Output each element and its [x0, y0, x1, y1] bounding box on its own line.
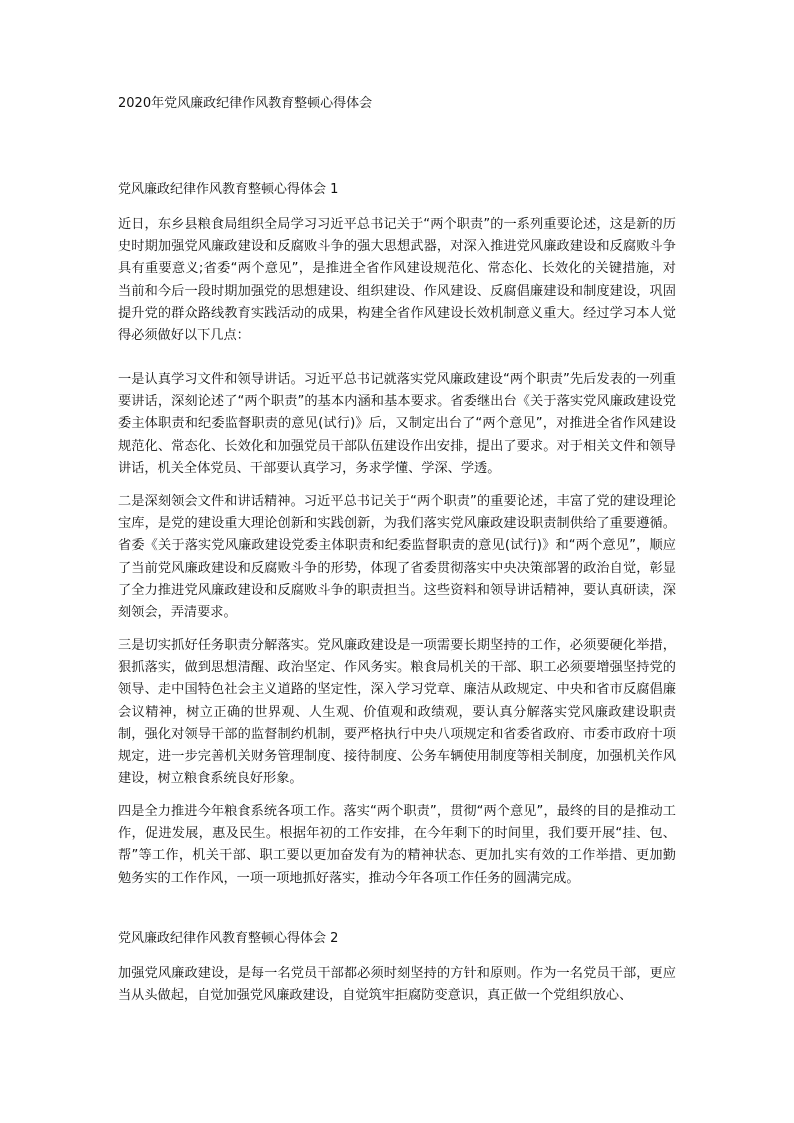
- paragraph: 一是认真学习文件和领导讲话。习近平总书记就落实党风廉政建设“两个职责”先后发表的一列重要讲话，深刻论述了“两个职责”的基本内涵和基本要求。省委继出台《关于落实党风廉政建设党委主体职责和纪委监督职责的意见(试行)》后，又制定出台了“两个意见”，对推进全省作风建设规范化、常态化、长效化和加强党员干部队伍建设作出安排，提出了要求。对于相关文件和领导讲话，机关全体党员、干部要认真学习，务求学懂、学深、学透。: [118, 372, 676, 476]
- paragraph: 加强党风廉政建设，是每一名党员干部都必须时刻坚持的方针和原则。作为一名党员干部，更应当从头做起，自觉加强党风廉政建设，自觉筑牢拒腐防变意识，真正做一个党组织放心、: [118, 966, 676, 1004]
- paragraph: 近日，东乡县粮食局组织全局学习习近平总书记关于“两个职责”的一系列重要论述，这是新的历史时期加强党风廉政建设和反腐败斗争的强大思想武器，对深入推进党风廉政建设和反腐败斗争具有重要意义;省委“两个意见”，是推进全省作风建设规范化、常态化、长效化的关键措施，对当前和今后一段时期加强党的思想建设、组织建设、作风建设、反腐倡廉建设和制度建设，巩固提升党的群众路线教育实践活动的成果，构建全省作风建设长效机制意义重大。经过学习本人觉得必须做好以下几点：: [118, 217, 676, 344]
- paragraph: 四是全力推进今年粮食系统各项工作。落实“两个职责”，贯彻“两个意见”，最终的目的是推动工作，促进发展，惠及民生。根据年初的工作安排，在今年剩下的时间里，我们要开展“挂、包、帮”等工作，机关干部、职工要以更加奋发有为的精神状态、更加扎实有效的工作举措、更加勤勉务实的工作作风，一项一项地抓好落实，推动今年各项工作任务的圆满完成。: [118, 804, 676, 886]
- paragraph: 三是切实抓好任务职责分解落实。党风廉政建设是一项需要长期坚持的工作，必须要硬化举措，狠抓落实，做到思想清醒、政治坚定、作风务实。粮食局机关的干部、职工必须要增强坚持党的领导、走中国特色社会主义道路的坚定性，深入学习党章、廉洁从政规定、中央和省市反腐倡廉会议精神，树立正确的世界观、人生观、价值观和政绩观，要认真分解落实党风廉政建设职责制，强化对领导干部的监督制约机制，要严格执行中央八项规定和省委省政府、市委市政府十项规定，进一步完善机关财务管理制度、接待制度、公务车辆使用制度等相关制度，加强机关作风建设，树立粮食系统良好形象。: [118, 638, 676, 787]
- paragraph: 二是深刻领会文件和讲话精神。习近平总书记关于“两个职责”的重要论述，丰富了党的建设理论宝库，是党的建设重大理论创新和实践创新，为我们落实党风廉政建设职责制供给了重要遵循。省委《关于落实党风廉政建设党委主体职责和纪委监督职责的意见(试行)》和“两个意见”，顺应了当前党风廉政建设和反腐败斗争的形势，体现了省委贯彻落实中央决策部署的政治自觉，彰显了全力推进党风廉政建设和反腐败斗争的职责担当。这些资料和领导讲话精神，要认真研读，深刻领会，弄清要求。: [118, 494, 676, 621]
- section-heading-2: 党风廉政纪律作风教育整顿心得体会 2: [118, 931, 339, 946]
- document-title: 2020年党风廉政纪律作风教育整顿心得体会: [118, 96, 373, 111]
- section-heading-1: 党风廉政纪律作风教育整顿心得体会 1: [118, 182, 339, 197]
